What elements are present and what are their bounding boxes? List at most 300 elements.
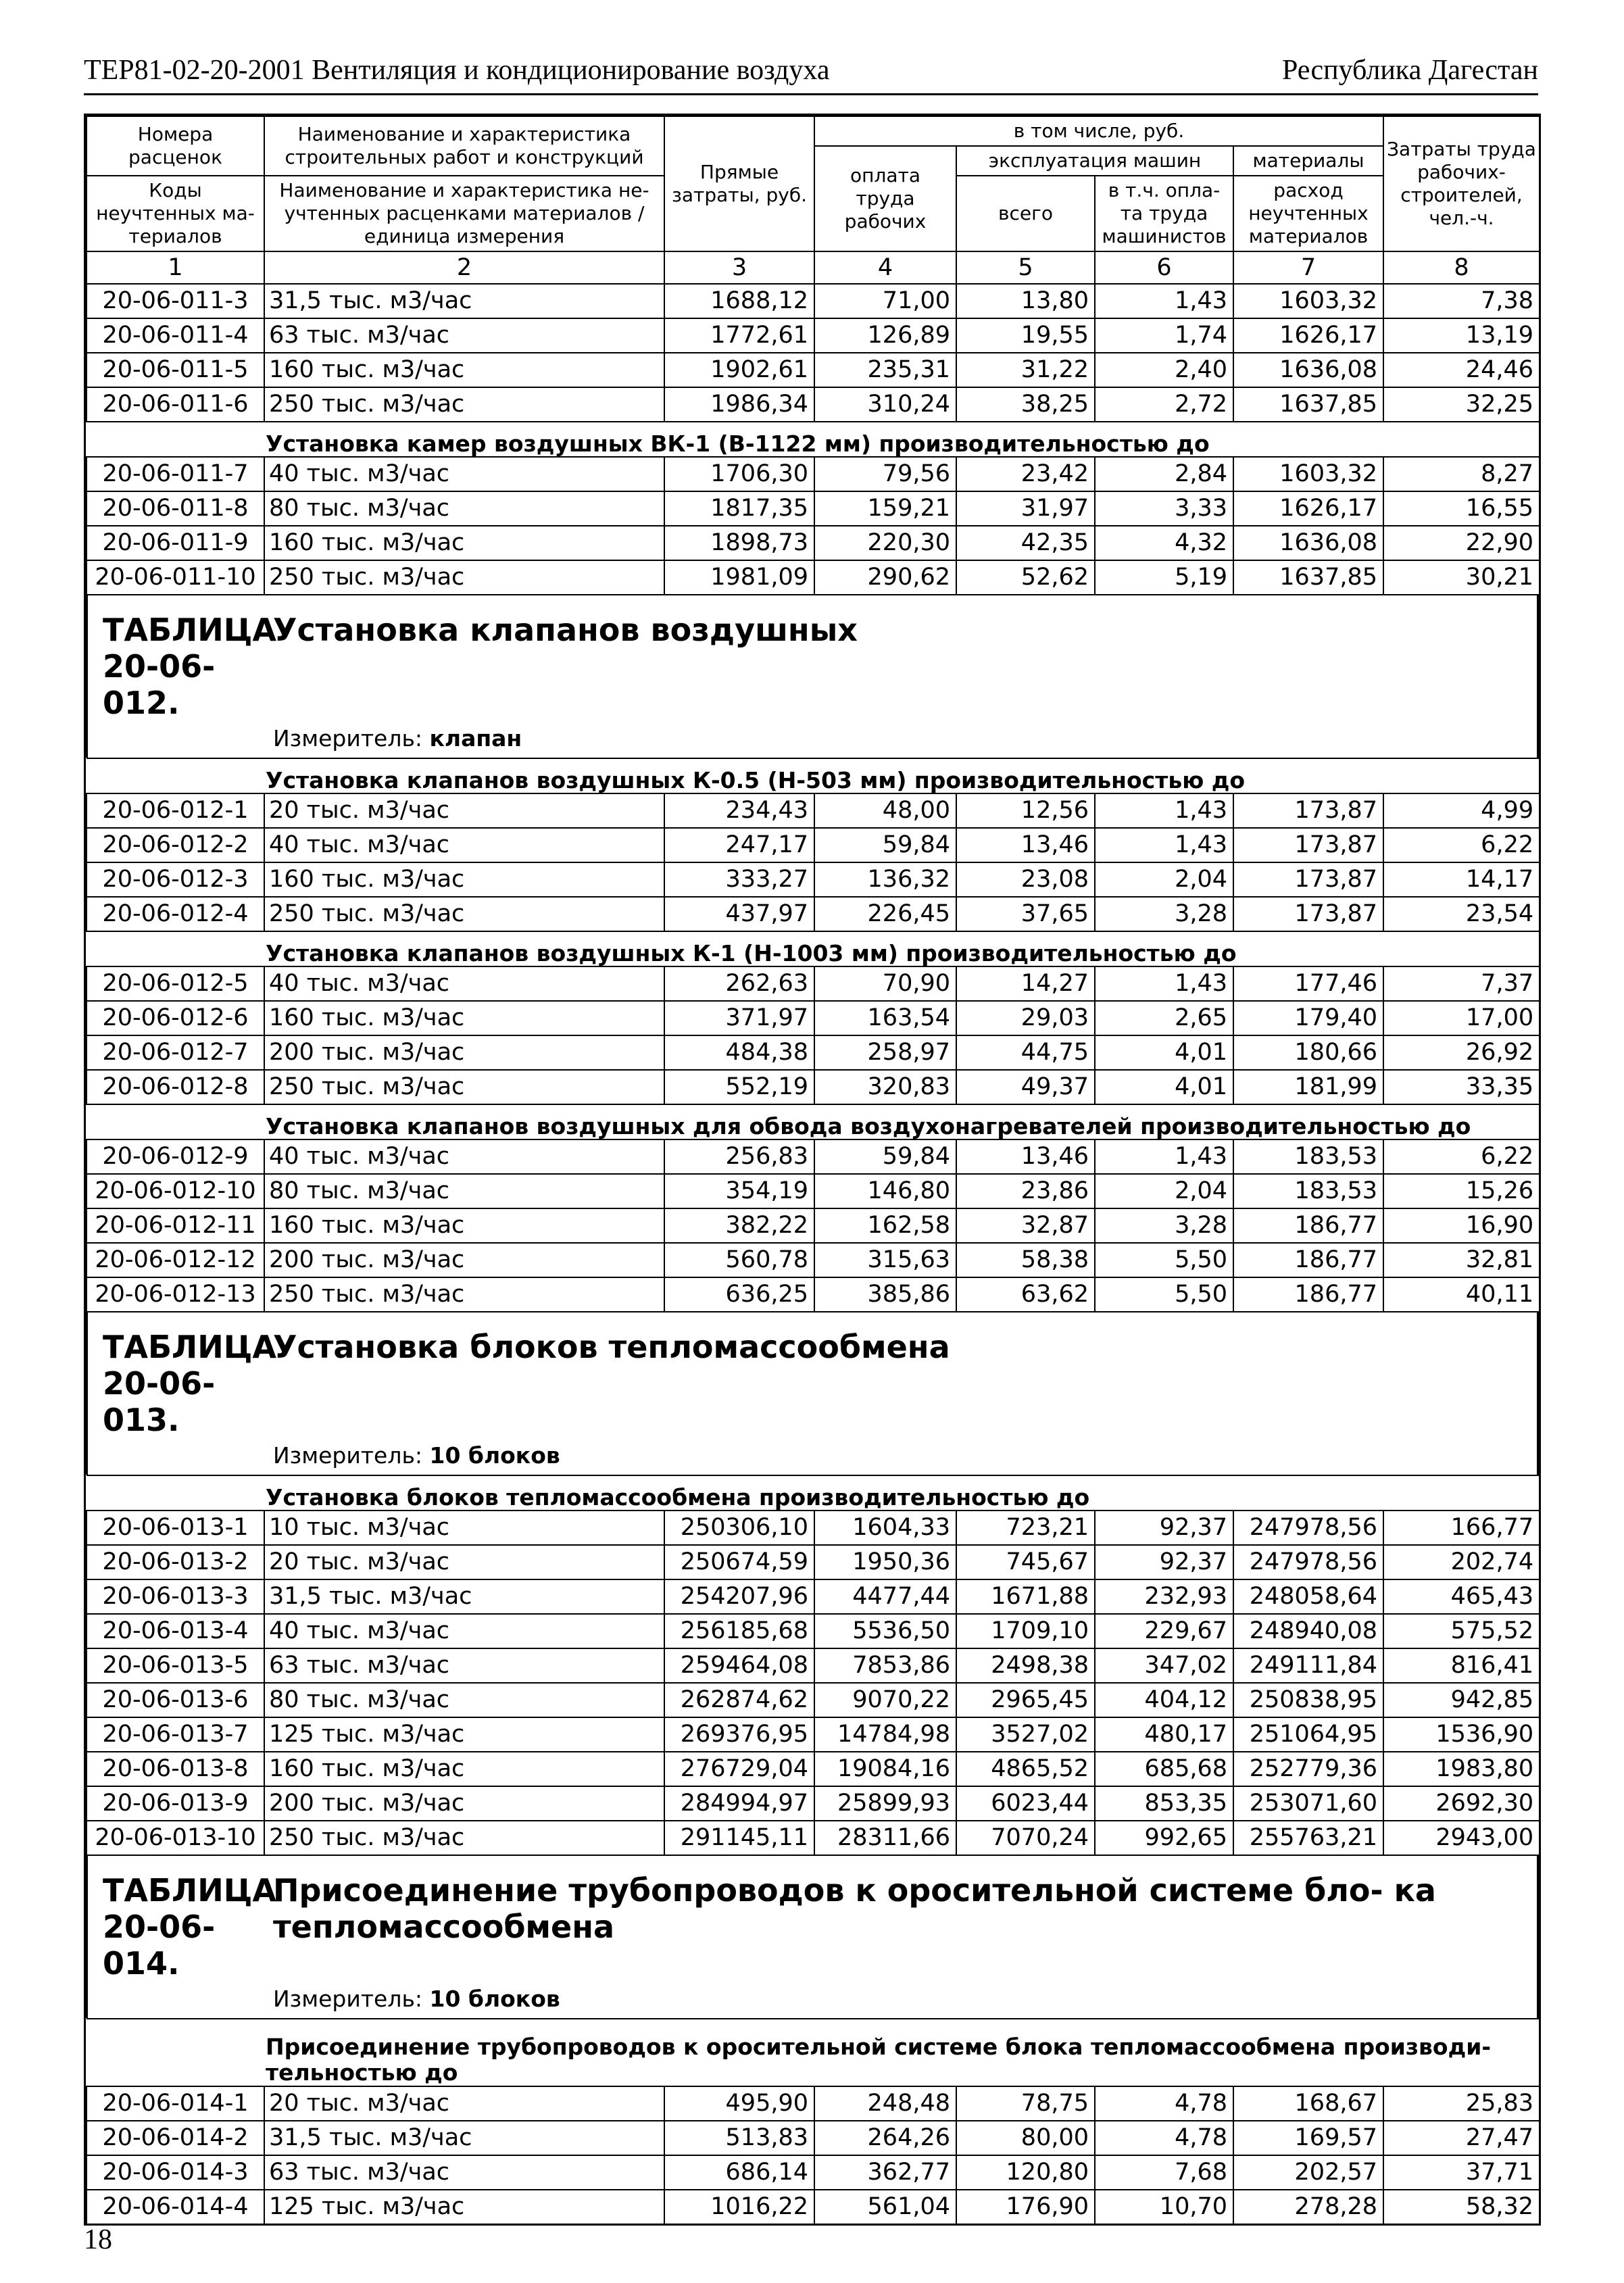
labor-hours: 166,77 [1383, 1511, 1540, 1545]
labor-hours: 32,81 [1383, 1243, 1540, 1277]
col-number: 2 [264, 251, 664, 284]
machinist-pay: 4,32 [1095, 526, 1233, 560]
worker-pay: 248,48 [814, 2086, 956, 2121]
worker-pay: 126,89 [814, 318, 956, 353]
worker-pay: 79,56 [814, 457, 956, 491]
direct-costs: 1902,61 [664, 353, 814, 387]
direct-costs: 254207,96 [664, 1579, 814, 1614]
direct-costs: 269376,95 [664, 1717, 814, 1752]
worker-pay: 362,77 [814, 2155, 956, 2190]
machinist-pay: 2,40 [1095, 353, 1233, 387]
table-row [87, 966, 1540, 1001]
worker-pay: 146,80 [814, 1174, 956, 1208]
rate-code: 20-06-014-3 [87, 2155, 264, 2190]
table-label: ТАБЛИЦА 20-06-013. [103, 1329, 277, 1438]
direct-costs: 256185,68 [664, 1614, 814, 1648]
table-row [87, 2086, 1540, 2121]
table-row [87, 318, 1540, 353]
rate-code: 20-06-012-4 [87, 897, 264, 931]
rate-code: 20-06-012-2 [87, 828, 264, 862]
materials: 169,57 [1233, 2121, 1383, 2155]
machinist-pay: 2,65 [1095, 1001, 1233, 1035]
rate-description: 40 тыс. м3/час [264, 966, 664, 1001]
machinist-pay: 1,74 [1095, 318, 1233, 353]
rate-description: 80 тыс. м3/час [264, 1683, 664, 1717]
worker-pay: 235,31 [814, 353, 956, 387]
materials: 255763,21 [1233, 1821, 1383, 1855]
table-row [87, 1821, 1540, 1855]
machinist-pay: 4,78 [1095, 2121, 1233, 2155]
labor-hours: 1983,80 [1383, 1752, 1540, 1786]
machines-total: 44,75 [956, 1035, 1095, 1070]
machinist-pay: 404,12 [1095, 1683, 1233, 1717]
materials: 1626,17 [1233, 491, 1383, 526]
rate-description: 125 тыс. м3/час [264, 2190, 664, 2225]
table-row [87, 793, 1540, 828]
rate-code: 20-06-013-10 [87, 1821, 264, 1855]
rate-code: 20-06-013-1 [87, 1511, 264, 1545]
table-row [87, 1174, 1540, 1208]
machinist-pay: 229,67 [1095, 1614, 1233, 1648]
rate-code: 20-06-011-6 [87, 387, 264, 422]
direct-costs: 284994,97 [664, 1786, 814, 1821]
rate-code: 20-06-013-5 [87, 1648, 264, 1683]
table-013-heading [86, 1312, 1539, 1475]
labor-hours: 816,41 [1383, 1648, 1540, 1683]
rate-description: 31,5 тыс. м3/час [264, 284, 664, 318]
worker-pay: 59,84 [814, 1139, 956, 1174]
table-title: Присоединение трубопроводов к оросительной системе бло- ка тепломассообмена [273, 1872, 1436, 1945]
labor-hours: 23,54 [1383, 897, 1540, 931]
worker-pay: 19084,16 [814, 1752, 956, 1786]
machines-total: 23,42 [956, 457, 1095, 491]
direct-costs: 495,90 [664, 2086, 814, 2121]
machines-total: 1709,10 [956, 1614, 1095, 1648]
materials: 1636,08 [1233, 353, 1383, 387]
machines-total: 4865,52 [956, 1752, 1095, 1786]
worker-pay: 136,32 [814, 862, 956, 897]
rate-code: 20-06-013-6 [87, 1683, 264, 1717]
rate-code: 20-06-014-1 [87, 2086, 264, 2121]
machines-total: 37,65 [956, 897, 1095, 931]
rate-code: 20-06-011-5 [87, 353, 264, 387]
direct-costs: 291145,11 [664, 1821, 814, 1855]
worker-pay: 14784,98 [814, 1717, 956, 1752]
machinist-pay: 7,68 [1095, 2155, 1233, 2190]
machinist-pay: 347,02 [1095, 1648, 1233, 1683]
rate-description: 160 тыс. м3/час [264, 353, 664, 387]
labor-hours: 7,37 [1383, 966, 1540, 1001]
labor-hours: 24,46 [1383, 353, 1540, 387]
direct-costs: 354,19 [664, 1174, 814, 1208]
rate-description: 250 тыс. м3/час [264, 560, 664, 595]
machinist-pay: 2,04 [1095, 862, 1233, 897]
col-material-codes: Коды неучтенных ма- териалов [87, 176, 264, 251]
rate-description: 10 тыс. м3/час [264, 1511, 664, 1545]
direct-costs: 276729,04 [664, 1752, 814, 1786]
materials: 186,77 [1233, 1277, 1383, 1312]
direct-costs: 1706,30 [664, 457, 814, 491]
materials: 250838,95 [1233, 1683, 1383, 1717]
direct-costs: 686,14 [664, 2155, 814, 2190]
header-table [86, 116, 1540, 595]
table-row [87, 828, 1540, 862]
materials: 173,87 [1233, 793, 1383, 828]
region-name: Республика Дагестан [1281, 55, 1538, 86]
table-014-heading [86, 1856, 1539, 2018]
rate-code: 20-06-011-10 [87, 560, 264, 595]
machines-total: 78,75 [956, 2086, 1095, 2121]
machines-total: 7070,24 [956, 1821, 1095, 1855]
machines-total: 6023,44 [956, 1786, 1095, 1821]
col-worker-pay: оплата труда рабочих [814, 146, 956, 251]
labor-hours: 1536,90 [1383, 1717, 1540, 1752]
worker-pay: 48,00 [814, 793, 956, 828]
rate-description: 31,5 тыс. м3/час [264, 1579, 664, 1614]
labor-hours: 2692,30 [1383, 1786, 1540, 1821]
machines-total: 31,97 [956, 491, 1095, 526]
section-heading: Установка клапанов воздушных К-0.5 (Н-503 мм) производительностью до [87, 758, 1540, 793]
machines-total: 29,03 [956, 1001, 1095, 1035]
machinist-pay: 1,43 [1095, 828, 1233, 862]
table-row [87, 1070, 1540, 1104]
materials: 1637,85 [1233, 560, 1383, 595]
machines-total: 80,00 [956, 2121, 1095, 2155]
machines-total: 13,80 [956, 284, 1095, 318]
labor-hours: 25,83 [1383, 2086, 1540, 2121]
machines-total: 723,21 [956, 1511, 1095, 1545]
labor-hours: 22,90 [1383, 526, 1540, 560]
measure-value: клапан [429, 725, 522, 752]
machines-total: 14,27 [956, 966, 1095, 1001]
materials: 173,87 [1233, 862, 1383, 897]
labor-hours: 26,92 [1383, 1035, 1540, 1070]
rows-012-a [87, 793, 1540, 931]
machines-total: 23,08 [956, 862, 1095, 897]
rate-description: 20 тыс. м3/час [264, 2086, 664, 2121]
col-machines-total: всего [956, 176, 1095, 251]
worker-pay: 290,62 [814, 560, 956, 595]
measure-line [88, 1438, 1537, 1475]
table-row [87, 1277, 1540, 1312]
rate-description: 250 тыс. м3/час [264, 1070, 664, 1104]
materials: 181,99 [1233, 1070, 1383, 1104]
rate-description: 160 тыс. м3/час [264, 1208, 664, 1243]
table-row [87, 387, 1540, 422]
rate-code: 20-06-013-2 [87, 1545, 264, 1579]
machines-total: 63,62 [956, 1277, 1095, 1312]
worker-pay: 220,30 [814, 526, 956, 560]
direct-costs: 484,38 [664, 1035, 814, 1070]
materials: 183,53 [1233, 1174, 1383, 1208]
materials: 202,57 [1233, 2155, 1383, 2190]
rate-code: 20-06-012-9 [87, 1139, 264, 1174]
materials: 183,53 [1233, 1139, 1383, 1174]
col-number: 5 [956, 251, 1095, 284]
labor-hours: 15,26 [1383, 1174, 1540, 1208]
col-machinist-pay: в т.ч. опла- та труда машинистов [1095, 176, 1233, 251]
worker-pay: 385,86 [814, 1277, 956, 1312]
machines-total: 42,35 [956, 526, 1095, 560]
worker-pay: 5536,50 [814, 1614, 956, 1648]
col-number: 3 [664, 251, 814, 284]
rate-description: 250 тыс. м3/час [264, 897, 664, 931]
labor-hours: 17,00 [1383, 1001, 1540, 1035]
machinist-pay: 992,65 [1095, 1821, 1233, 1855]
worker-pay: 226,45 [814, 897, 956, 931]
rate-code: 20-06-012-10 [87, 1174, 264, 1208]
machines-total: 745,67 [956, 1545, 1095, 1579]
materials: 247978,56 [1233, 1511, 1383, 1545]
rate-description: 31,5 тыс. м3/час [264, 2121, 664, 2155]
materials: 173,87 [1233, 897, 1383, 931]
rate-description: 200 тыс. м3/час [264, 1035, 664, 1070]
worker-pay: 70,90 [814, 966, 956, 1001]
measure-label: Измеритель: [273, 1986, 423, 2012]
materials: 1603,32 [1233, 284, 1383, 318]
worker-pay: 4477,44 [814, 1579, 956, 1614]
labor-hours: 6,22 [1383, 828, 1540, 862]
direct-costs: 1817,35 [664, 491, 814, 526]
col-number: 8 [1383, 251, 1540, 284]
direct-costs: 636,25 [664, 1277, 814, 1312]
col-machines: эксплуатация машин [956, 146, 1233, 176]
direct-costs: 1898,73 [664, 526, 814, 560]
col-number: 4 [814, 251, 956, 284]
labor-hours: 465,43 [1383, 1579, 1540, 1614]
rows-011-a [87, 284, 1540, 422]
table-title: Установка клапанов воздушных [273, 612, 858, 648]
materials: 1626,17 [1233, 318, 1383, 353]
table-row [87, 353, 1540, 387]
labor-hours: 575,52 [1383, 1614, 1540, 1648]
materials: 179,40 [1233, 1001, 1383, 1035]
rate-description: 160 тыс. м3/час [264, 1752, 664, 1786]
rate-description: 20 тыс. м3/час [264, 793, 664, 828]
rate-code: 20-06-011-4 [87, 318, 264, 353]
table-row [87, 284, 1540, 318]
labor-hours: 8,27 [1383, 457, 1540, 491]
page-header [84, 53, 1538, 95]
materials: 251064,95 [1233, 1717, 1383, 1752]
machinist-pay: 1,43 [1095, 1139, 1233, 1174]
table-row [87, 1752, 1540, 1786]
labor-hours: 33,35 [1383, 1070, 1540, 1104]
table-label: ТАБЛИЦА 20-06-014. [103, 1872, 277, 1982]
table-014 [86, 2018, 1540, 2226]
machines-total: 13,46 [956, 828, 1095, 862]
machines-total: 12,56 [956, 793, 1095, 828]
machines-total: 1671,88 [956, 1579, 1095, 1614]
machinist-pay: 10,70 [1095, 2190, 1233, 2225]
rate-description: 160 тыс. м3/час [264, 526, 664, 560]
col-labor-costs: Затраты труда рабочих- строителей, чел.-ч. [1383, 116, 1540, 251]
worker-pay: 163,54 [814, 1001, 956, 1035]
labor-hours: 40,11 [1383, 1277, 1540, 1312]
table-row [87, 2155, 1540, 2190]
direct-costs: 1016,22 [664, 2190, 814, 2225]
labor-hours: 202,74 [1383, 1545, 1540, 1579]
machines-total: 31,22 [956, 353, 1095, 387]
labor-hours: 2943,00 [1383, 1821, 1540, 1855]
machines-total: 52,62 [956, 560, 1095, 595]
rate-code: 20-06-013-8 [87, 1752, 264, 1786]
materials: 168,67 [1233, 2086, 1383, 2121]
worker-pay: 320,83 [814, 1070, 956, 1104]
worker-pay: 162,58 [814, 1208, 956, 1243]
machinist-pay: 4,78 [1095, 2086, 1233, 2121]
rate-code: 20-06-012-6 [87, 1001, 264, 1035]
table-row [87, 457, 1540, 491]
rate-code: 20-06-011-7 [87, 457, 264, 491]
measure-value: 10 блоков [429, 1986, 560, 2012]
rate-code: 20-06-013-4 [87, 1614, 264, 1648]
rate-description: 40 тыс. м3/час [264, 1614, 664, 1648]
direct-costs: 256,83 [664, 1139, 814, 1174]
machines-total: 3527,02 [956, 1717, 1095, 1752]
column-numbers-row [87, 251, 1540, 284]
rows-013 [87, 1511, 1540, 1855]
direct-costs: 234,43 [664, 793, 814, 828]
rate-code: 20-06-012-7 [87, 1035, 264, 1070]
rate-description: 160 тыс. м3/час [264, 862, 664, 897]
labor-hours: 27,47 [1383, 2121, 1540, 2155]
table-label: ТАБЛИЦА 20-06-012. [103, 612, 277, 721]
rate-code: 20-06-012-8 [87, 1070, 264, 1104]
machinist-pay: 2,72 [1095, 387, 1233, 422]
rate-code: 20-06-012-12 [87, 1243, 264, 1277]
rate-description: 80 тыс. м3/час [264, 491, 664, 526]
machines-total: 2965,45 [956, 1683, 1095, 1717]
worker-pay: 71,00 [814, 284, 956, 318]
section-heading: Установка блоков тепломассообмена производительностью до [87, 1475, 1540, 1511]
machines-total: 38,25 [956, 387, 1095, 422]
machinist-pay: 1,43 [1095, 966, 1233, 1001]
table-row [87, 1683, 1540, 1717]
machinist-pay: 3,33 [1095, 491, 1233, 526]
materials: 253071,60 [1233, 1786, 1383, 1821]
col-number: 6 [1095, 251, 1233, 284]
machinist-pay: 2,84 [1095, 457, 1233, 491]
price-sheet [84, 114, 1541, 2226]
machines-total: 13,46 [956, 1139, 1095, 1174]
worker-pay: 561,04 [814, 2190, 956, 2225]
direct-costs: 259464,08 [664, 1648, 814, 1683]
machines-total: 2498,38 [956, 1648, 1095, 1683]
measure-label: Измеритель: [273, 725, 423, 752]
labor-hours: 16,90 [1383, 1208, 1540, 1243]
rate-description: 250 тыс. м3/час [264, 1821, 664, 1855]
direct-costs: 560,78 [664, 1243, 814, 1277]
worker-pay: 159,21 [814, 491, 956, 526]
table-row [87, 862, 1540, 897]
table-row [87, 897, 1540, 931]
worker-pay: 28311,66 [814, 1821, 956, 1855]
materials: 249111,84 [1233, 1648, 1383, 1683]
section-heading: Установка камер воздушных ВК-1 (В-1122 мм) производительностью до [87, 422, 1540, 457]
rate-description: 200 тыс. м3/час [264, 1786, 664, 1821]
table-row [87, 491, 1540, 526]
measure-line [88, 721, 1537, 758]
col-material-name: Наименование и характеристика не- учтенных расценками материалов / единица измерения [264, 176, 664, 251]
worker-pay: 310,24 [814, 387, 956, 422]
document-title: ТЕР81-02-20-2001 Вентиляция и кондиционирование воздуха [84, 55, 830, 86]
rows-012-b [87, 966, 1540, 1104]
machines-total: 120,80 [956, 2155, 1095, 2190]
direct-costs: 262874,62 [664, 1683, 814, 1717]
machinist-pay: 3,28 [1095, 1208, 1233, 1243]
worker-pay: 264,26 [814, 2121, 956, 2155]
rate-description: 200 тыс. м3/час [264, 1243, 664, 1277]
measure-value: 10 блоков [429, 1442, 560, 1469]
machines-total: 49,37 [956, 1070, 1095, 1104]
machinist-pay: 4,01 [1095, 1070, 1233, 1104]
materials: 1603,32 [1233, 457, 1383, 491]
worker-pay: 59,84 [814, 828, 956, 862]
direct-costs: 437,97 [664, 897, 814, 931]
direct-costs: 1772,61 [664, 318, 814, 353]
machinist-pay: 685,68 [1095, 1752, 1233, 1786]
direct-costs: 250674,59 [664, 1545, 814, 1579]
rate-description: 40 тыс. м3/час [264, 828, 664, 862]
section-heading: Присоединение трубопроводов к оросительной системе блока тепломассообмена производи- тельностью до [87, 2019, 1540, 2086]
labor-hours: 942,85 [1383, 1683, 1540, 1717]
table-row [87, 1511, 1540, 1545]
rate-description: 63 тыс. м3/час [264, 2155, 664, 2190]
measure-line [88, 1982, 1537, 2018]
machines-total: 23,86 [956, 1174, 1095, 1208]
machinist-pay: 5,50 [1095, 1277, 1233, 1312]
direct-costs: 513,83 [664, 2121, 814, 2155]
section-heading: Установка клапанов воздушных К-1 (Н-1003 мм) производительностью до [87, 931, 1540, 966]
table-row [87, 1545, 1540, 1579]
table-012-heading [86, 595, 1539, 758]
worker-pay: 1950,36 [814, 1545, 956, 1579]
table-row [87, 2121, 1540, 2155]
table-row [87, 1035, 1540, 1070]
rate-code: 20-06-014-4 [87, 2190, 264, 2225]
rate-code: 20-06-011-3 [87, 284, 264, 318]
table-013 [86, 1475, 1540, 1856]
rate-description: 40 тыс. м3/час [264, 1139, 664, 1174]
measure-label: Измеритель: [273, 1442, 423, 1469]
col-including: в том числе, руб. [814, 116, 1383, 146]
rate-description: 80 тыс. м3/час [264, 1174, 664, 1208]
direct-costs: 247,17 [664, 828, 814, 862]
labor-hours: 7,38 [1383, 284, 1540, 318]
worker-pay: 1604,33 [814, 1511, 956, 1545]
labor-hours: 30,21 [1383, 560, 1540, 595]
labor-hours: 4,99 [1383, 793, 1540, 828]
direct-costs: 552,19 [664, 1070, 814, 1104]
machinist-pay: 92,37 [1095, 1545, 1233, 1579]
table-row [87, 1208, 1540, 1243]
labor-hours: 37,71 [1383, 2155, 1540, 2190]
rate-code: 20-06-014-2 [87, 2121, 264, 2155]
rate-description: 125 тыс. м3/час [264, 1717, 664, 1752]
machinist-pay: 853,35 [1095, 1786, 1233, 1821]
materials: 177,46 [1233, 966, 1383, 1001]
machinist-pay: 5,19 [1095, 560, 1233, 595]
machinist-pay: 2,04 [1095, 1174, 1233, 1208]
col-material-consumption: расход неучтенных материалов [1233, 176, 1383, 251]
rate-description: 250 тыс. м3/час [264, 1277, 664, 1312]
rows-014 [87, 2086, 1540, 2225]
rate-description: 160 тыс. м3/час [264, 1001, 664, 1035]
materials: 1637,85 [1233, 387, 1383, 422]
materials: 248940,08 [1233, 1614, 1383, 1648]
col-work-name: Наименование и характеристика строительных работ и конструкций [264, 116, 664, 176]
